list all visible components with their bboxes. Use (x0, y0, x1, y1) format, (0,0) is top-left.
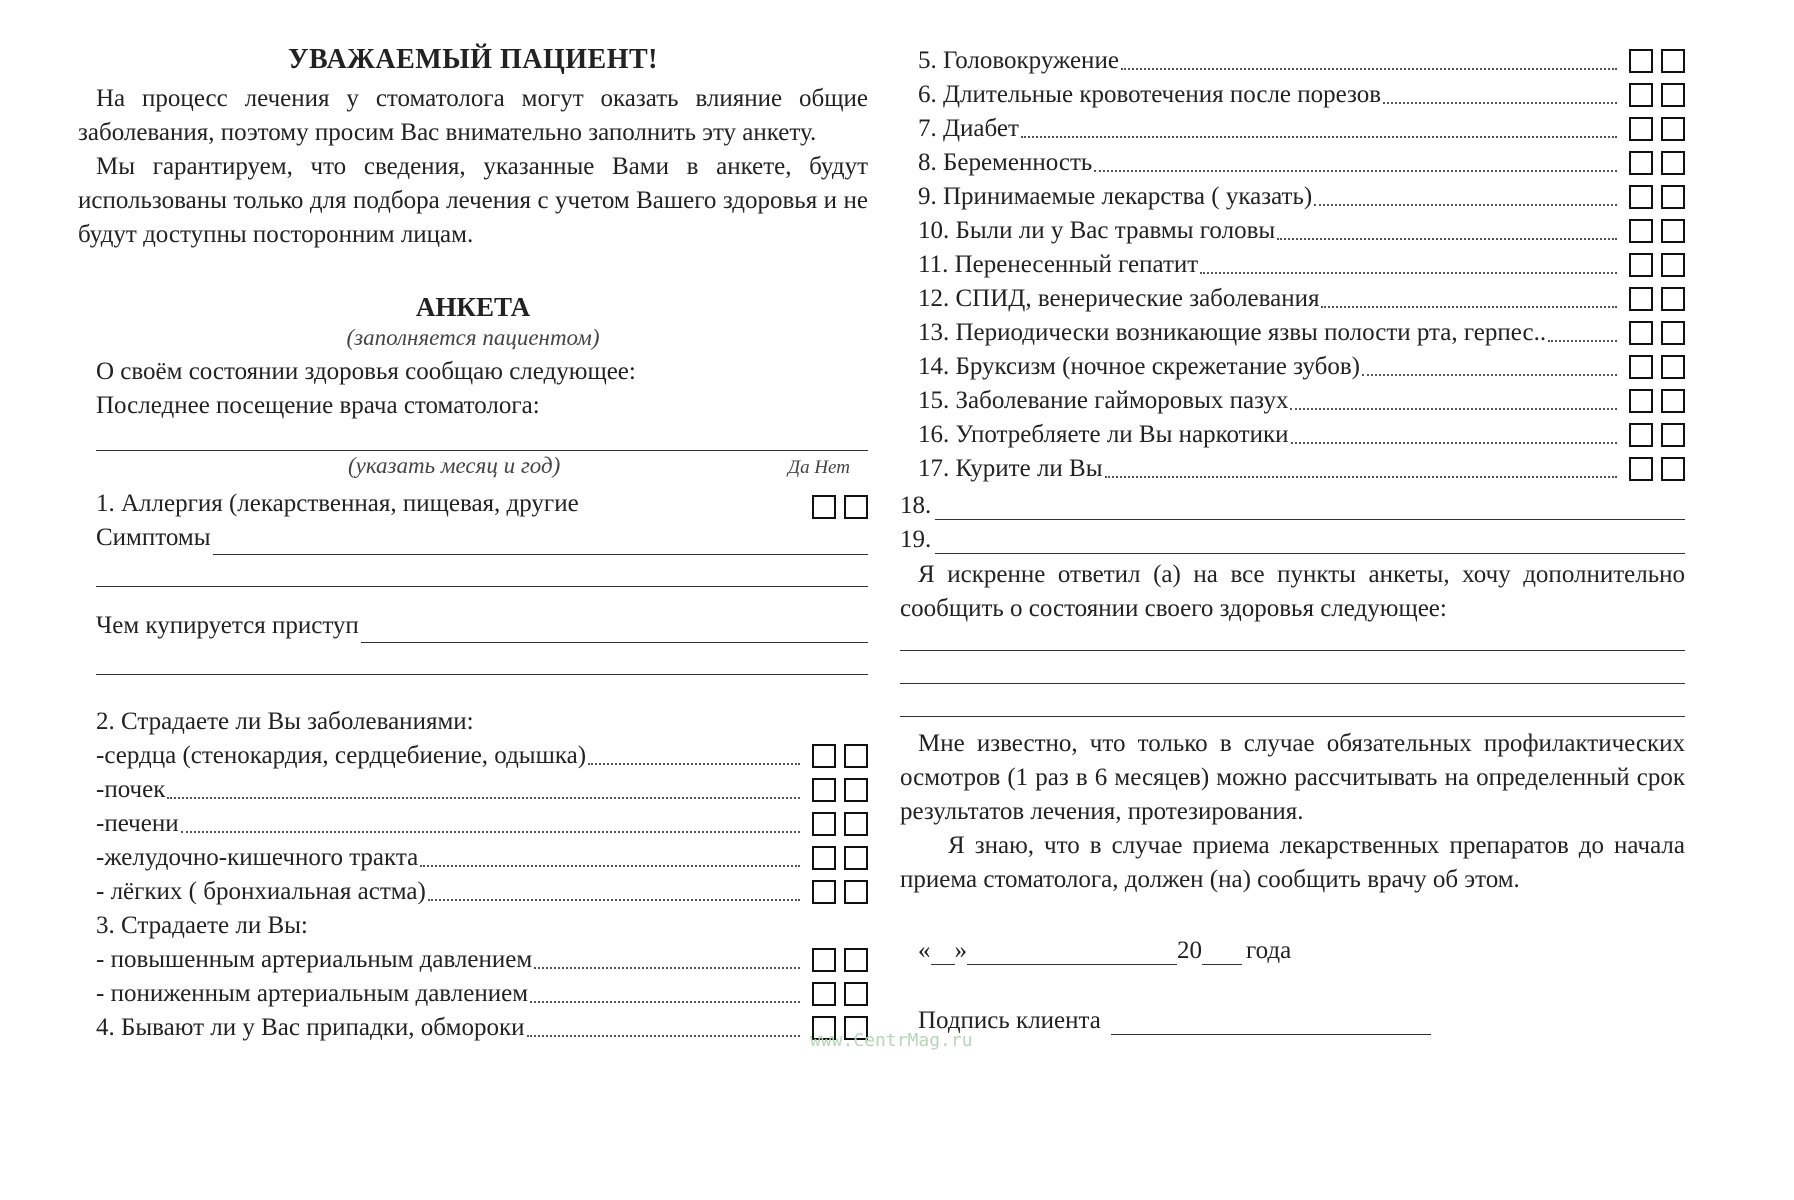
allergy-label: 1. Аллергия (лекарственная, пищевая, другие (96, 490, 579, 517)
left-column (78, 44, 868, 1045)
right-question-row-1 (900, 44, 1685, 78)
dot-leader (1021, 136, 1617, 138)
month-field[interactable] (967, 940, 1177, 965)
question-checkboxes (1623, 83, 1685, 107)
question-label: -печени (96, 810, 179, 837)
yes-checkbox[interactable] (1629, 355, 1653, 379)
yes-checkbox[interactable] (812, 948, 836, 972)
dot-leader (1383, 102, 1617, 104)
question-label: - повышенным артериальным давлением (96, 946, 533, 973)
section2-row-4 (78, 841, 868, 875)
question-checkboxes (806, 846, 868, 870)
right-question-row-13 (900, 452, 1685, 486)
no-checkbox[interactable] (1661, 457, 1685, 481)
relief-field[interactable] (361, 616, 868, 643)
yes-checkbox[interactable] (1629, 287, 1653, 311)
right-question-row-7 (900, 248, 1685, 282)
allergy-yes-checkbox[interactable] (812, 495, 836, 519)
known-paragraph: Мне известно, что только в случае обязательных профилактических осмотров (1 раз в 6 месяцев) можно рассчитывать на определенный срок результатов лечения, протезирования. (900, 730, 1685, 825)
question-checkboxes (1623, 49, 1685, 73)
dot-leader (167, 797, 800, 799)
question-label: 13. Периодически возникающие язвы полости рта, герпес.. (918, 319, 1547, 346)
line-18-number: 18. (900, 492, 932, 519)
question-checkboxes (1623, 355, 1685, 379)
section2-row-3 (78, 807, 868, 841)
yes-checkbox[interactable] (1629, 49, 1653, 73)
question-checkboxes (806, 880, 868, 904)
no-checkbox[interactable] (1661, 355, 1685, 379)
question-label: - лёгких ( бронхиальная астма) (96, 878, 426, 905)
dot-leader (1094, 170, 1617, 172)
question-checkboxes (1623, 253, 1685, 277)
yes-checkbox[interactable] (1629, 457, 1653, 481)
no-checkbox[interactable] (1661, 185, 1685, 209)
question-checkboxes (806, 948, 868, 972)
year-field[interactable] (1202, 940, 1242, 965)
question-checkboxes (1623, 389, 1685, 413)
allergy-checkboxes (812, 495, 868, 519)
symptoms-field[interactable] (213, 528, 869, 555)
yes-checkbox[interactable] (1629, 117, 1653, 141)
line-19-number: 19. (900, 526, 932, 553)
question-label: 16. Употребляете ли Вы наркотики (918, 421, 1289, 448)
question-label: 4. Бывают ли у Вас припадки, обмороки (96, 1014, 525, 1041)
right-question-row-8 (900, 282, 1685, 316)
right-question-row-10 (900, 350, 1685, 384)
no-checkbox[interactable] (844, 846, 868, 870)
right-question-row-2 (900, 78, 1685, 112)
additional-info-line-3[interactable] (900, 716, 1685, 717)
yes-checkbox[interactable] (1629, 389, 1653, 413)
date-open-quote: « (918, 937, 931, 964)
section2-heading: 2. Страдаете ли Вы заболеваниями: (96, 708, 474, 735)
dot-leader (1290, 408, 1617, 410)
no-checkbox[interactable] (1661, 253, 1685, 277)
section3-list (78, 943, 868, 1011)
intro-paragraph-2: Мы гарантируем, что сведения, указанные Вами в анкете, будут использованы только для подбора лечения с учетом Вашего здоровья и не будут доступны посторонним лицам. (78, 153, 868, 248)
right-question-row-11 (900, 384, 1685, 418)
question-label: 17. Курите ли Вы (918, 455, 1103, 482)
question-checkboxes (806, 812, 868, 836)
question-label: 6. Длительные кровотечения после порезов (918, 81, 1382, 108)
yes-checkbox[interactable] (1629, 219, 1653, 243)
relief-row (96, 609, 868, 643)
allergy-no-checkbox[interactable] (844, 495, 868, 519)
dot-leader (1362, 374, 1617, 376)
dot-leader (530, 1001, 800, 1003)
day-field[interactable] (931, 940, 955, 965)
yes-checkbox[interactable] (1629, 83, 1653, 107)
dot-leader (1105, 476, 1617, 478)
health-intro: О своём состоянии здоровья сообщаю следующее: (96, 358, 636, 385)
signature-row (900, 1007, 1685, 1035)
no-checkbox[interactable] (844, 948, 868, 972)
question-checkboxes (1623, 219, 1685, 243)
relief-block (78, 609, 868, 643)
anketa-subtitle: (заполняется пациентом) (346, 325, 600, 350)
question-label: 7. Диабет (918, 115, 1019, 142)
no-checkbox[interactable] (1661, 83, 1685, 107)
symptoms-field-2[interactable] (96, 585, 868, 587)
yes-checkbox[interactable] (1629, 423, 1653, 447)
question-label: - пониженным артериальным давлением (96, 980, 529, 1007)
section2-row-1 (78, 739, 868, 773)
no-checkbox[interactable] (1661, 219, 1685, 243)
dot-leader (1121, 68, 1617, 70)
question-label: 8. Беременность (918, 149, 1093, 176)
date-close-quote: » (954, 937, 967, 964)
question-checkboxes (1623, 151, 1685, 175)
yes-checkbox[interactable] (812, 846, 836, 870)
no-checkbox[interactable] (1661, 151, 1685, 175)
question-checkboxes (806, 778, 868, 802)
last-visit-field[interactable] (96, 449, 868, 451)
question-label: 5. Головокружение (918, 47, 1119, 74)
yes-checkbox[interactable] (812, 982, 836, 1006)
line-18-field[interactable] (935, 495, 1685, 520)
symptoms-label: Симптомы (96, 524, 211, 551)
anketa-title: АНКЕТА (415, 292, 531, 322)
signature-label: Подпись клиента (918, 1007, 1101, 1034)
year-suffix: года (1246, 937, 1292, 964)
dot-leader (534, 967, 800, 969)
right-question-row-3 (900, 112, 1685, 146)
question-label: 10. Были ли у Вас травмы головы (918, 217, 1276, 244)
hint-row (78, 453, 868, 483)
dot-leader (527, 1035, 800, 1037)
question-label: 12. СПИД, венерические заболевания (918, 285, 1320, 312)
no-checkbox[interactable] (1661, 389, 1685, 413)
additional-info-line-1[interactable] (900, 650, 1685, 651)
sincere-paragraph: Я искренне ответил (а) на все пункты анкеты, хочу дополнительно сообщить о состоянии своего здоровья следующее: (900, 561, 1685, 622)
right-question-list (900, 44, 1685, 486)
relief-label: Чем купируется приступ (96, 612, 359, 639)
yes-checkbox[interactable] (812, 812, 836, 836)
right-question-row-4 (900, 146, 1685, 180)
right-column (900, 44, 1685, 1035)
dot-leader (1291, 442, 1618, 444)
section2-row-5 (78, 875, 868, 909)
no-checkbox[interactable] (844, 812, 868, 836)
date-row (900, 937, 1685, 965)
no-checkbox[interactable] (844, 744, 868, 768)
no-checkbox[interactable] (1661, 321, 1685, 345)
question-label: 11. Перенесенный гепатит (918, 251, 1199, 278)
line-18 (900, 486, 1685, 520)
signature-field[interactable] (1111, 1010, 1431, 1035)
no-checkbox[interactable] (1661, 117, 1685, 141)
section3-heading: 3. Страдаете ли Вы: (96, 912, 308, 939)
yes-checkbox[interactable] (1629, 185, 1653, 209)
yes-checkbox[interactable] (812, 778, 836, 802)
symptoms-row (96, 521, 868, 555)
dot-leader (588, 763, 800, 765)
dot-leader (1200, 272, 1617, 274)
year-prefix: 20 (1177, 937, 1202, 964)
section3-row-1 (78, 943, 868, 977)
allergy-block (78, 487, 868, 555)
additional-info-line-2[interactable] (900, 683, 1685, 684)
section3-row-2 (78, 977, 868, 1011)
dot-leader (420, 865, 800, 867)
question-row-4 (78, 1011, 868, 1045)
question-label: 9. Принимаемые лекарства ( указать) (918, 183, 1313, 210)
yes-checkbox[interactable] (1629, 253, 1653, 277)
question-checkboxes (1623, 457, 1685, 481)
relief-field-2[interactable] (96, 673, 868, 675)
no-checkbox[interactable] (844, 982, 868, 1006)
yes-checkbox[interactable] (1629, 151, 1653, 175)
question-checkboxes (1623, 423, 1685, 447)
line-19-field[interactable] (935, 529, 1685, 554)
dot-leader (1548, 340, 1617, 342)
dot-leader (1314, 204, 1617, 206)
yes-checkbox[interactable] (812, 744, 836, 768)
page-title: УВАЖАЕМЫЙ ПАЦИЕНТ! (288, 44, 658, 75)
section2-list (78, 739, 868, 909)
question-label: -желудочно-кишечного тракта (96, 844, 419, 871)
meds-paragraph: Я знаю, что в случае приема лекарственных препаратов до начала приема стоматолога, должен (на) сообщить врачу об этом. (900, 832, 1685, 893)
right-question-row-5 (900, 180, 1685, 214)
right-question-row-12 (900, 418, 1685, 452)
question-label: 15. Заболевание гайморовых пазух (918, 387, 1289, 414)
question-label: 14. Бруксизм (ночное скрежетание зубов) (918, 353, 1360, 380)
question-checkboxes (1623, 321, 1685, 345)
question-checkboxes (806, 744, 868, 768)
question-checkboxes (806, 982, 868, 1006)
dot-leader (1277, 238, 1617, 240)
no-checkbox[interactable] (1661, 423, 1685, 447)
dot-leader (428, 899, 800, 901)
yes-checkbox[interactable] (812, 880, 836, 904)
no-checkbox[interactable] (844, 880, 868, 904)
question-label: -сердца (стенокардия, сердцебиение, одышка) (96, 742, 587, 769)
intro-paragraph-1: На процесс лечения у стоматолога могут оказать влияние общие заболевания, поэтому просим Вас внимательно заполнить эту анкету. (78, 85, 868, 146)
question-checkboxes (1623, 287, 1685, 311)
section2-row-2 (78, 773, 868, 807)
dot-leader (181, 831, 800, 833)
question-checkboxes (1623, 117, 1685, 141)
no-checkbox[interactable] (844, 778, 868, 802)
right-question-row-9 (900, 316, 1685, 350)
yes-no-hint: Да Нет (788, 457, 850, 478)
question-label: -почек (96, 776, 166, 803)
right-question-row-6 (900, 214, 1685, 248)
last-visit-label: Последнее посещение врача стоматолога: (96, 392, 540, 419)
line-19 (900, 520, 1685, 554)
question-checkboxes (1623, 185, 1685, 209)
no-checkbox[interactable] (1661, 49, 1685, 73)
yes-checkbox[interactable] (1629, 321, 1653, 345)
month-year-hint: (указать месяц и год) (348, 453, 561, 478)
no-checkbox[interactable] (1661, 287, 1685, 311)
dot-leader (1321, 306, 1617, 308)
watermark: www.CentrMag.ru (810, 1030, 973, 1051)
